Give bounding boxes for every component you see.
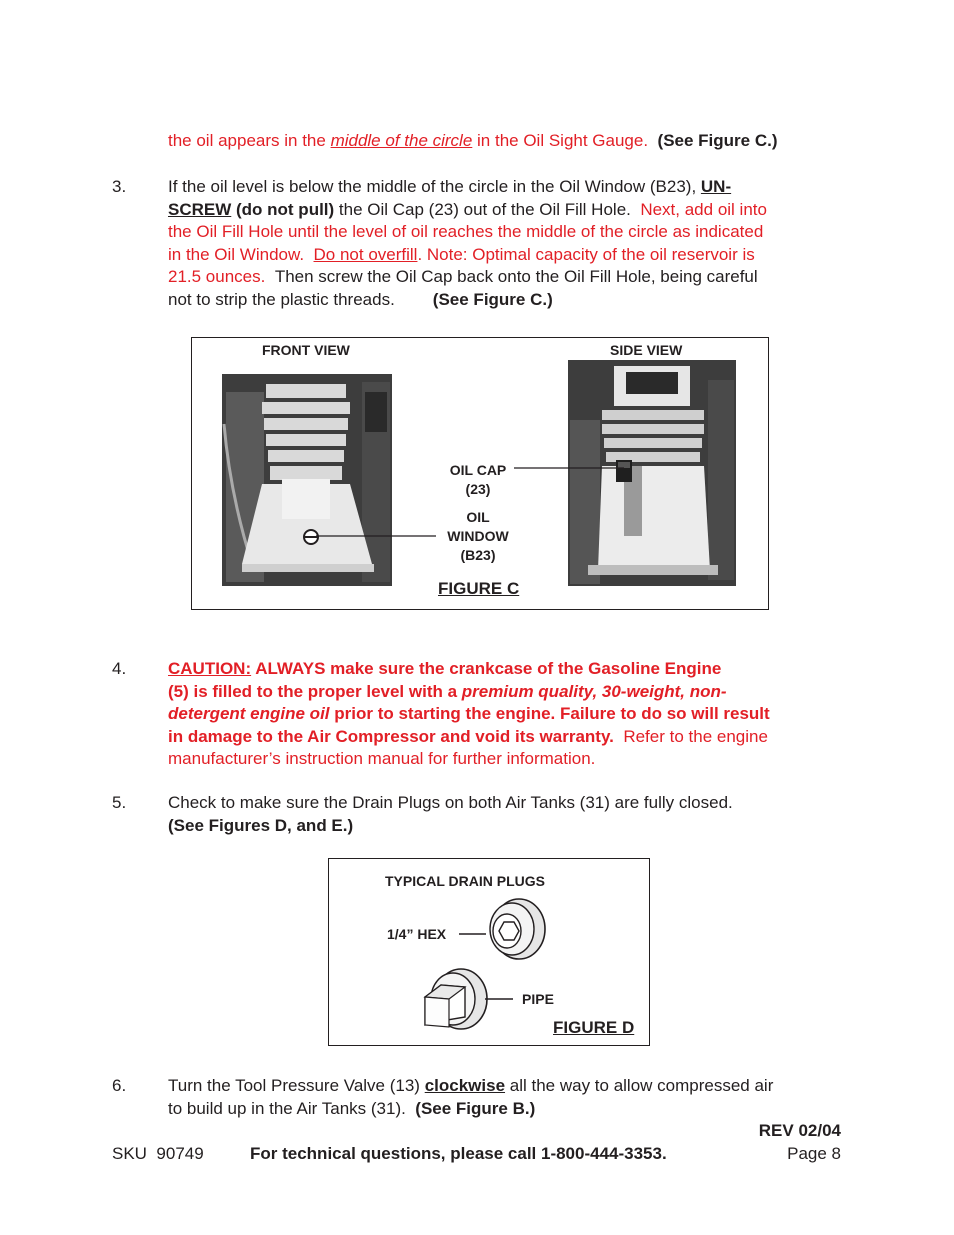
figure-c-caption: FIGURE C: [438, 579, 520, 598]
figure-d-caption: FIGURE D: [553, 1018, 635, 1037]
step-3-unscrew: UN-: [700, 177, 732, 196]
step-3-optimal-capacity: . Note: Optimal capacity of the oil reservoir is: [417, 244, 755, 264]
step-4-caution: CAUTION:: [168, 659, 252, 678]
sku-label: SKU: [112, 1144, 147, 1163]
oil-cap-label-line-2: (23): [465, 481, 491, 497]
hex-drain-plug-icon: [490, 899, 545, 959]
step-4-line-5: manufacturer’s instruction manual for further information.: [168, 749, 596, 768]
step-3-ounces: 21.5 ounces.: [168, 267, 266, 286]
step-3-do-not-overfill: Do not overfill: [313, 244, 418, 264]
step-3-do-not-pull: (do not pull): [231, 199, 335, 219]
typical-drain-plugs-label: TYPICAL DRAIN PLUGS: [385, 873, 545, 889]
step-4-refer: Refer to the engine: [623, 726, 768, 746]
step-4-line-3: prior to starting the engine. Failure to do so will result: [329, 704, 770, 723]
step-3-line-2: the Oil Cap (23) out of the Oil Fill Hole.: [334, 199, 631, 219]
sku-number: 90749: [156, 1144, 204, 1163]
oil-window-label: [441, 508, 515, 565]
step-3-line-1: If the oil level is below the middle of the circle in the Oil Window (B23),: [168, 177, 701, 196]
step-4-line-2a: (5) is filled to the proper level with a: [168, 681, 462, 701]
step-4-paragraph: [168, 658, 840, 771]
step-6-line-1c: all the way to allow compressed air: [505, 1076, 774, 1095]
step-3-oil-window: in the Oil Window.: [168, 244, 305, 264]
step-5-paragraph: [168, 792, 840, 837]
step-6-line-1a: Turn the Tool Pressure Valve (13): [168, 1076, 425, 1095]
step-4-premium-oil: premium quality, 30-weight, non-: [461, 681, 727, 701]
intro-middle-emphasis: middle of the circle: [330, 131, 473, 150]
step-6-line-2a: to build up in the Air Tanks (31).: [168, 1098, 406, 1118]
pipe-drain-plug-icon: [425, 969, 487, 1029]
technical-questions-line: For technical questions, please call 1-800-444-3353.: [250, 1144, 667, 1163]
side-view-label: SIDE VIEW: [610, 342, 683, 358]
step-3-line-3: the Oil Fill Hole until the level of oil reaches the middle of the circle as indicated: [168, 222, 764, 241]
step-5-number: 5.: [112, 793, 127, 812]
intro-see-figure-c: (See Figure C.): [657, 131, 778, 150]
intro-paragraph: [168, 130, 840, 153]
step-6-see-figure-b: (See Figure B.): [415, 1098, 536, 1118]
step-6-clockwise: clockwise: [424, 1076, 506, 1095]
step-3-line-5: Then screw the Oil Cap back onto the Oil Fill Hole, being careful: [274, 267, 758, 286]
step-4-line-4: in damage to the Air Compressor and void its warranty.: [168, 726, 614, 746]
revision-label: REV 02/04: [758, 1121, 841, 1140]
oil-cap-label: [442, 461, 514, 499]
step-3-next-add-oil: Next, add oil into: [640, 199, 767, 219]
step-6-number: 6.: [112, 1076, 127, 1095]
hex-label: 1/4” HEX: [387, 926, 447, 942]
step-5-see-figures: (See Figures D, and E.): [168, 815, 354, 835]
figure-c: [191, 337, 769, 610]
intro-text-1: the oil appears in the: [168, 131, 331, 150]
step-6-paragraph: [168, 1075, 840, 1120]
oil-window-label-line-3: (B23): [460, 547, 496, 563]
step-3-number: 3.: [112, 177, 127, 196]
step-3-paragraph: [168, 176, 840, 311]
step-5-line-1: Check to make sure the Drain Plugs on both Air Tanks (31) are fully closed.: [168, 793, 733, 812]
footer-sku: [112, 1143, 204, 1166]
figure-d: [328, 858, 650, 1046]
pipe-label: PIPE: [522, 991, 554, 1007]
oil-window-label-line-2: WINDOW: [447, 528, 509, 544]
intro-text-2: in the Oil Sight Gauge.: [472, 131, 649, 150]
step-3-see-figure-c: (See Figure C.): [432, 289, 553, 309]
step-3-line-6: not to strip the plastic threads.: [168, 289, 395, 309]
front-view-label: FRONT VIEW: [262, 342, 350, 358]
step-4-line-1: ALWAYS make sure the crankcase of the Gasoline Engine: [251, 659, 722, 678]
step-4-number: 4.: [112, 659, 127, 678]
oil-window-label-line-1: OIL: [466, 509, 490, 525]
oil-cap-label-line-1: OIL CAP: [449, 462, 507, 478]
page-number: Page 8: [787, 1144, 841, 1163]
step-3-screw: SCREW: [168, 199, 232, 219]
step-4-detergent-oil: detergent engine oil: [168, 704, 330, 723]
